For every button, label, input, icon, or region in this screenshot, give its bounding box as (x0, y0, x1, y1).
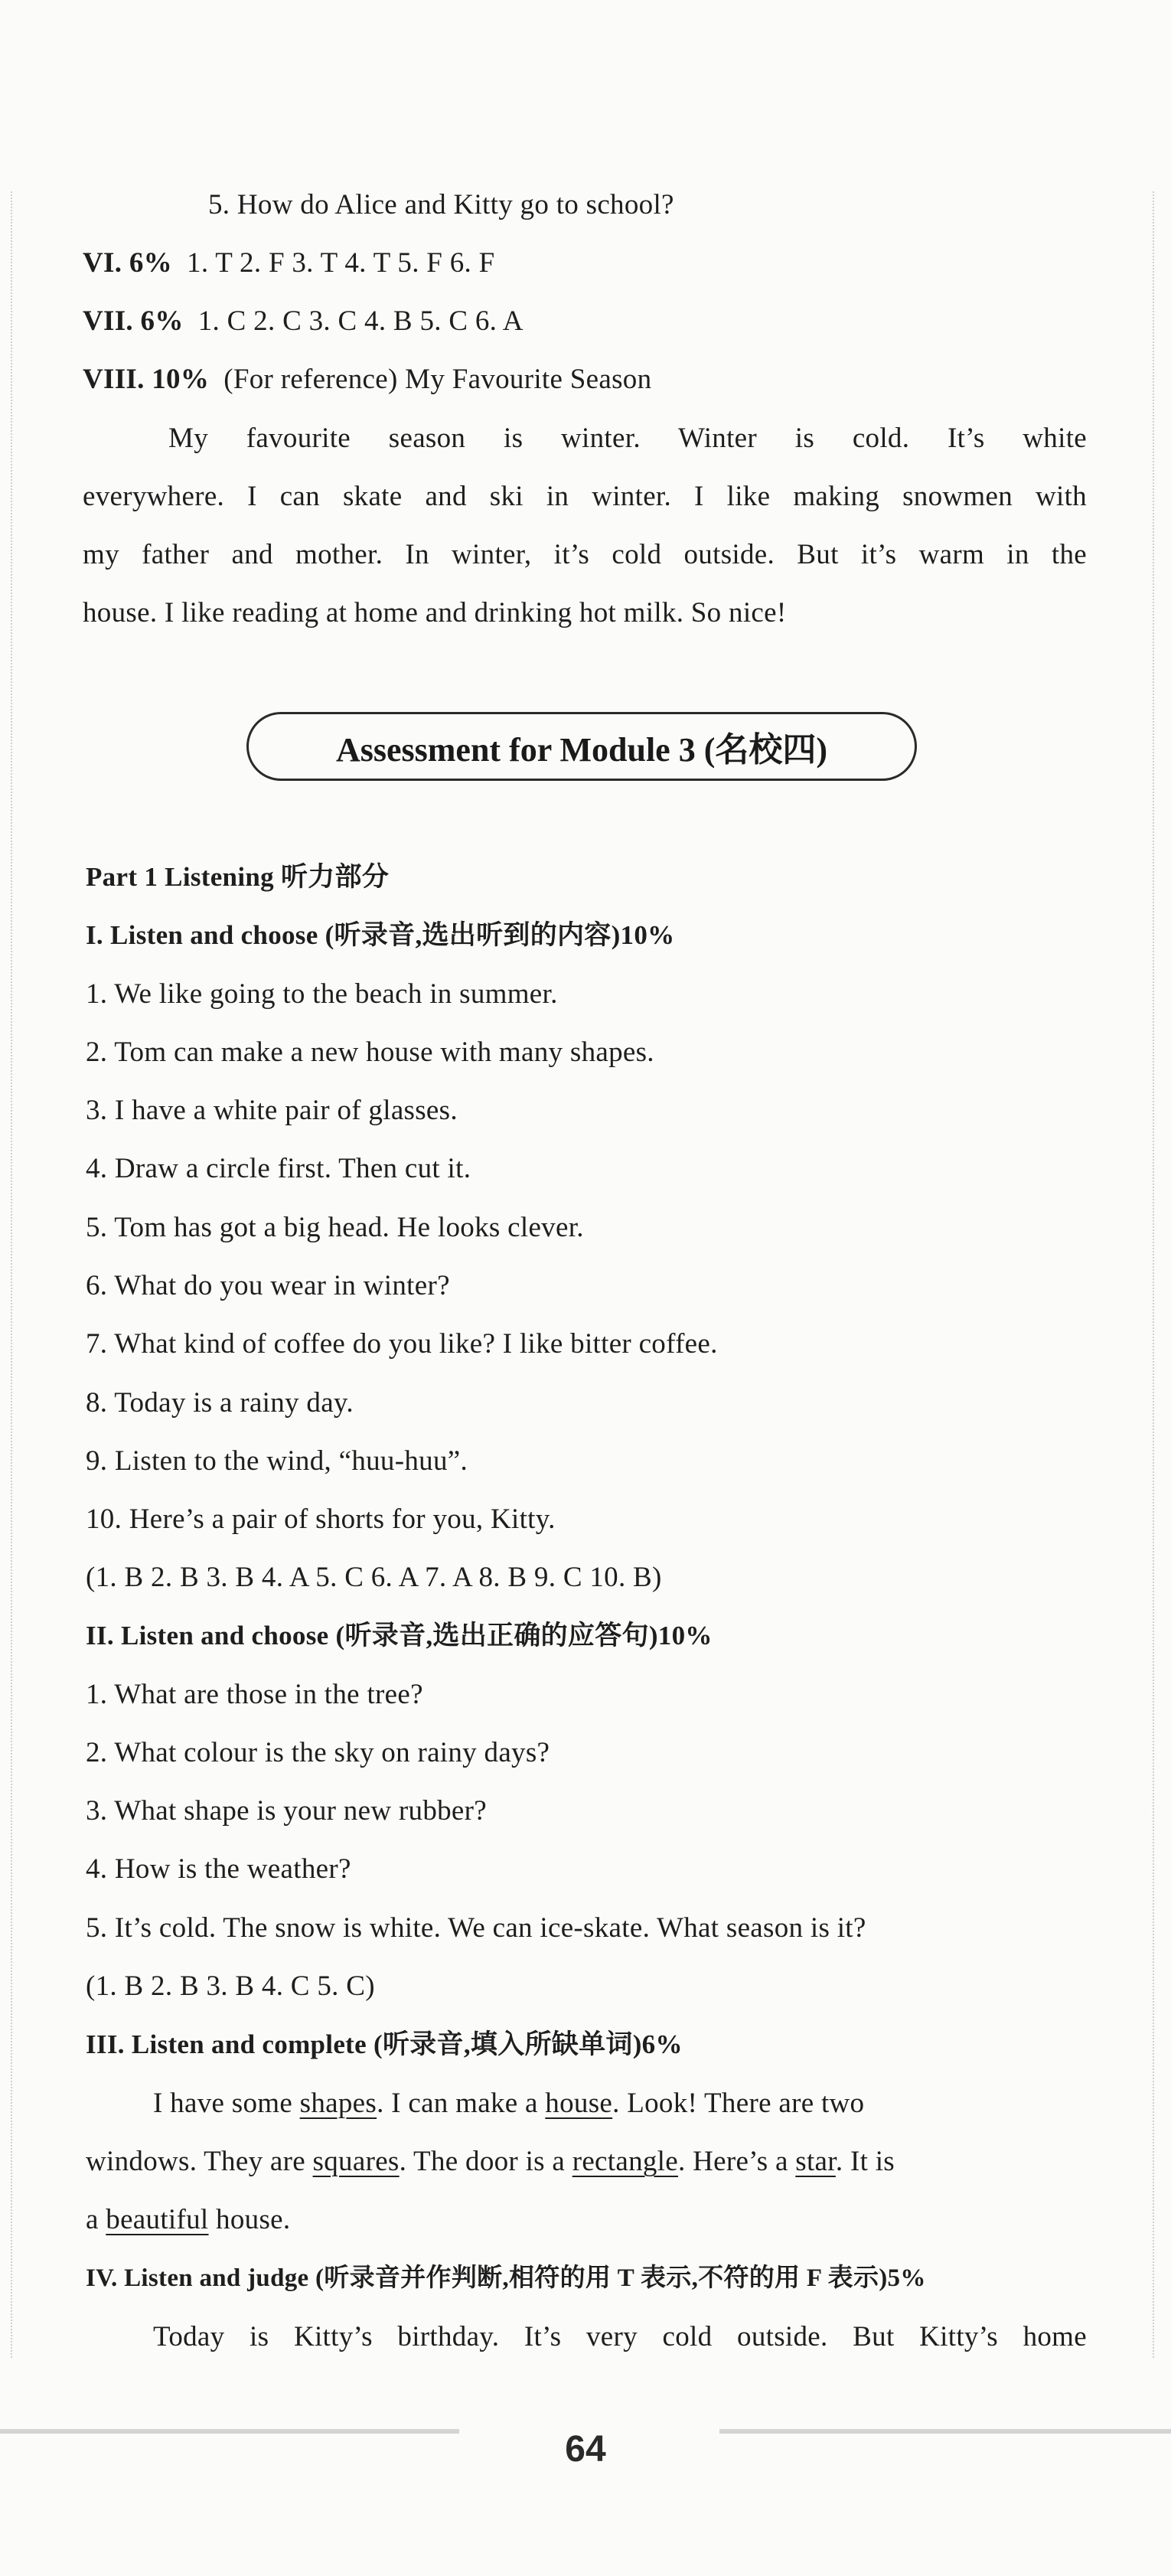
blank-answer: squares (312, 2146, 400, 2177)
list-item: 2. Tom can make a new house with many shapes. (86, 1037, 654, 1068)
banner-title: Assessment for Module 3 (名校四) (335, 731, 828, 769)
cloze-text: . It is (835, 2146, 895, 2177)
cloze-text: I have some (153, 2088, 300, 2119)
cloze-text: windows. They are (86, 2146, 313, 2177)
list-item: 4. Draw a circle first. Then cut it. (86, 1153, 471, 1184)
list-item: 8. Today is a rainy day. (86, 1387, 354, 1419)
blank-answer: shapes (299, 2088, 377, 2119)
left-margin-rule (11, 191, 12, 2358)
essay-line: everywhere. I can skate and ski in winter. I like making snowmen with (83, 481, 1087, 512)
cloze-text: . Here’s a (677, 2146, 796, 2177)
cloze-line-2 (86, 2143, 895, 2180)
essay-line: My favourite season is winter. Winter is cold. It’s white (168, 423, 1087, 454)
essay-line: my father and mother. In winter, it’s cold outside. But it’s warm in the (83, 539, 1087, 570)
cloze-line-1 (153, 2085, 864, 2122)
cloze-text: . I can make a (377, 2088, 546, 2119)
list-item: 1. We like going to the beach in summer. (86, 978, 558, 1010)
cloze-text: . Look! There are two (612, 2088, 865, 2119)
question-5: 5. How do Alice and Kitty go to school? (208, 189, 674, 220)
section-vii-answers: 1. C 2. C 3. C 4. B 5. C 6. A (197, 305, 524, 337)
right-margin-rule (1153, 191, 1154, 2358)
answer-row-viii (83, 361, 651, 398)
module-banner (246, 712, 917, 781)
list-item: 5. Tom has got a big head. He looks clever. (86, 1212, 584, 1243)
section-vi-answers: 1. T 2. F 3. T 4. T 5. F 6. F (187, 247, 495, 279)
list-item: 4. How is the weather? (86, 1853, 351, 1885)
section-viii-text: (For reference) My Favourite Season (223, 364, 652, 395)
section-heading-iii: III. Listen and complete (听录音,填入所缺单词)6% (86, 2029, 683, 2059)
cloze-text: . The door is a (399, 2146, 572, 2177)
part-heading: Part 1 Listening 听力部分 (86, 862, 390, 892)
cloze-line-3 (86, 2202, 290, 2238)
blank-answer: beautiful (106, 2204, 209, 2235)
cloze-text: a (86, 2204, 106, 2235)
list-item: 5. It’s cold. The snow is white. We can ice-skate. What season is it? (86, 1912, 866, 1944)
section-viii-label: VIII. 10% (83, 364, 210, 395)
list-item: 3. What shape is your new rubber? (86, 1795, 487, 1827)
answer-row-vi (83, 245, 495, 282)
answer-row-vii (83, 303, 524, 340)
list-item: 3. I have a white pair of glasses. (86, 1095, 458, 1126)
blank-answer: star (795, 2146, 836, 2177)
blank-answer: rectangle (572, 2146, 678, 2177)
page-number: 64 (565, 2429, 606, 2470)
blank-answer: house (545, 2088, 613, 2119)
answer-key-ii: (1. B 2. B 3. B 4. C 5. C) (86, 1970, 375, 2002)
section-heading-iv: IV. Listen and judge (听录音并作判断,相符的用 T 表示,不符的用 F 表示)5% (86, 2264, 926, 2292)
section-vii-label: VII. 6% (83, 305, 184, 337)
list-item: 9. Listen to the wind, “huu-huu”. (86, 1445, 468, 1477)
section-vi-label: VI. 6% (83, 247, 172, 279)
essay-line: house. I like reading at home and drinking hot milk. So nice! (83, 597, 787, 628)
section-heading-i: I. Listen and choose (听录音,选出听到的内容)10% (86, 920, 675, 950)
list-item: 7. What kind of coffee do you like? I like bitter coffee. (86, 1328, 718, 1360)
cloze-text: house. (208, 2204, 291, 2235)
answer-key-i: (1. B 2. B 3. B 4. A 5. C 6. A 7. A 8. B 9. C 10. B) (86, 1562, 662, 1593)
section-heading-ii: II. Listen and choose (听录音,选出正确的应答句)10% (86, 1621, 713, 1650)
list-item: 1. What are those in the tree? (86, 1679, 423, 1710)
list-item: 10. Here’s a pair of shorts for you, Kitty. (86, 1503, 556, 1535)
passage-line: Today is Kitty’s birthday. It’s very cold outside. But Kitty’s home (153, 2321, 1087, 2352)
list-item: 2. What colour is the sky on rainy days? (86, 1737, 550, 1768)
list-item: 6. What do you wear in winter? (86, 1270, 450, 1301)
